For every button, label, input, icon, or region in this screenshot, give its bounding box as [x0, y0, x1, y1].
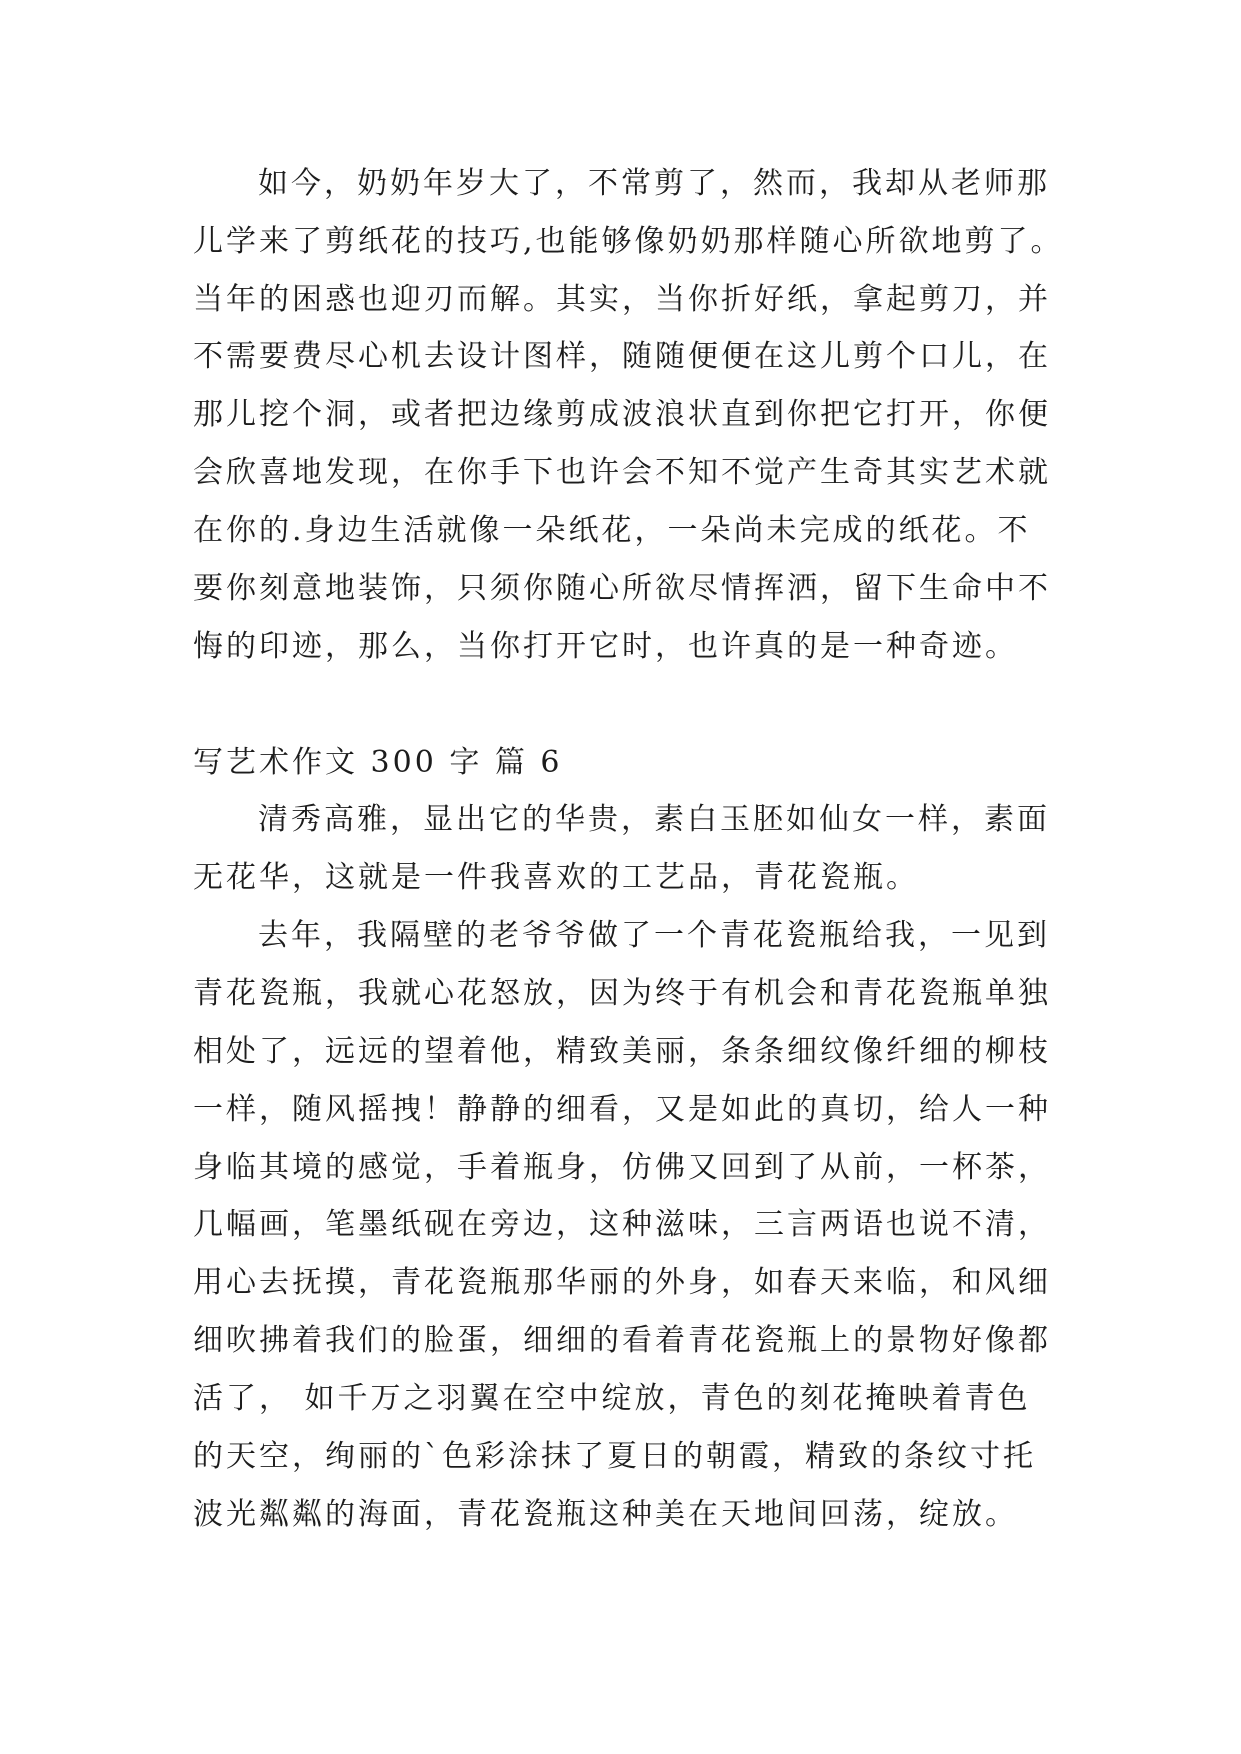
paragraph-line: 儿学来了剪纸花的技巧,也能够像奶奶那样随心所欲地剪了。: [193, 224, 1064, 259]
paragraph-line: 波光粼粼的海面，青花瓷瓶这种美在天地间回荡，绽放。: [193, 1497, 1018, 1532]
paragraph-line: 悔的印迹，那么，当你打开它时，也许真的是一种奇迹。: [193, 629, 1018, 664]
paragraph-line: 活了， 如千万之羽翼在空中绽放，青色的刻花掩映着青色: [193, 1381, 1031, 1416]
paragraph-line: 清秀高雅，显出它的华贵，素白玉胚如仙女一样，素面: [258, 802, 1050, 837]
paragraph-line: 要你刻意地装饰，只须你随心所欲尽情挥洒，留下生命中不: [193, 571, 1051, 606]
paragraph-line: 几幅画，笔墨纸砚在旁边，这种滋味，三言两语也说不清，: [193, 1207, 1051, 1242]
paragraph-line: 去年，我隔壁的老爷爷做了一个青花瓷瓶给我，一见到: [258, 918, 1050, 953]
paragraph-line: 相处了，远远的望着他，精致美丽，条条细纹像纤细的柳枝: [193, 1034, 1051, 1069]
paragraph-line: 会欣喜地发现，在你手下也许会不知不觉产生奇其实艺术就: [193, 455, 1051, 490]
paragraph-line: 无花华，这就是一件我喜欢的工艺品，青花瓷瓶。: [193, 860, 919, 895]
paragraph-line: 细吹拂着我们的脸蛋，细细的看着青花瓷瓶上的景物好像都: [193, 1323, 1051, 1358]
paragraph-line: 的天空，绚丽的`色彩涂抹了夏日的朝霞，精致的条纹寸托: [193, 1439, 1036, 1474]
paragraph-line: 用心去抚摸，青花瓷瓶那华丽的外身，如春天来临，和风细: [193, 1265, 1051, 1300]
paragraph-line: 青花瓷瓶，我就心花怒放，因为终于有机会和青花瓷瓶单独: [193, 976, 1051, 1011]
paragraph-line: 在你的.身边生活就像一朵纸花，一朵尚未完成的纸花。不: [193, 513, 1031, 548]
paragraph-line: 当年的困惑也迎刃而解。其实，当你折好纸，拿起剪刀，并: [193, 282, 1051, 317]
paragraph-line: 不需要费尽心机去设计图样，随随便便在这儿剪个口儿，在: [193, 339, 1051, 374]
paragraph-line: 如今，奶奶年岁大了，不常剪了，然而，我却从老师那: [258, 166, 1050, 201]
paragraph-line: 身临其境的感觉，手着瓶身，仿佛又回到了从前，一杯茶，: [193, 1150, 1051, 1185]
paragraph-line: 那儿挖个洞，或者把边缘剪成波浪状直到你把它打开，你便: [193, 397, 1051, 432]
section-heading: 写艺术作文 300 字 篇 6: [193, 745, 563, 780]
paragraph-line: 一样，随风摇拽！静静的细看，又是如此的真切，给人一种: [193, 1092, 1051, 1127]
